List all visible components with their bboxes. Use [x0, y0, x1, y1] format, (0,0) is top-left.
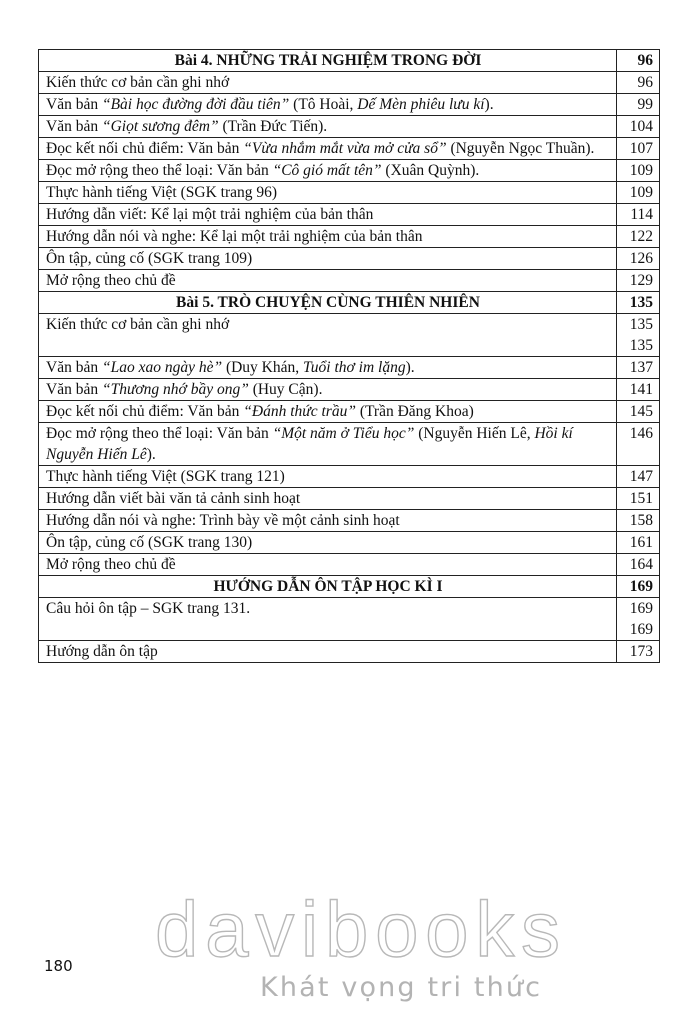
- toc-section-heading-row: [39, 292, 660, 314]
- toc-title-segment: Bài 4. NHỮNG TRẢI NGHIỆM TRONG ĐỜI: [174, 52, 482, 69]
- toc-page-number: [617, 554, 660, 576]
- toc-title-segment: “Một năm ở Tiểu học”: [272, 425, 415, 442]
- toc-title-segment: Hướng dẫn viết: Kể lại một trải nghiệm của bản thân: [46, 206, 374, 223]
- toc-row: [39, 401, 660, 423]
- toc-page-number: [617, 466, 660, 488]
- toc-entry-title: [39, 270, 617, 292]
- toc-title-segment: (Xuân Quỳnh).: [381, 162, 480, 179]
- toc-title-segment: (Nguyễn Ngọc Thuần).: [446, 140, 595, 157]
- toc-page-number: [617, 160, 660, 182]
- toc-page-number: [617, 138, 660, 160]
- toc-title-segment: “Cô gió mất tên”: [272, 162, 382, 179]
- toc-entry-title: [39, 248, 617, 270]
- toc-title-segment: Tuổi thơ im lặng: [303, 359, 406, 376]
- toc-title-segment: ).: [405, 359, 415, 376]
- toc-title-segment: Hồi kí Nguyễn Hiến Lê: [46, 425, 573, 463]
- toc-title-segment: HƯỚNG DẪN ÔN TẬP HỌC KÌ I: [213, 578, 443, 595]
- toc-section-title: [39, 576, 617, 598]
- toc-page-value: 109: [629, 162, 653, 179]
- toc-page-number: [617, 182, 660, 204]
- toc-entry-title: [39, 314, 617, 357]
- toc-entry-title: [39, 466, 617, 488]
- toc-page-number: [617, 598, 660, 641]
- toc-title-segment: Ôn tập, củng cố (SGK trang 130): [46, 534, 253, 551]
- toc-title-segment: “Giọt sương đêm”: [101, 118, 219, 135]
- toc-entry-title: [39, 357, 617, 379]
- toc-title-segment: Thực hành tiếng Việt (SGK trang 121): [46, 468, 285, 485]
- toc-title-segment: (Duy Khán,: [222, 359, 304, 376]
- toc-row: [39, 423, 660, 466]
- toc-title-segment: Đọc kết nối chủ điểm: Văn bản: [46, 140, 244, 157]
- table-of-contents: [38, 49, 660, 663]
- toc-title-segment: (Huy Cận).: [248, 381, 323, 398]
- toc-row: [39, 532, 660, 554]
- toc-row: [39, 72, 660, 94]
- toc-entry-title: [39, 401, 617, 423]
- toc-title-segment: Kiến thức cơ bản cần ghi nhớ: [46, 316, 230, 333]
- toc-title-segment: “Vừa nhắm mắt vừa mở cửa sổ”: [243, 140, 447, 157]
- toc-title-segment: (Trần Đức Tiến).: [218, 118, 328, 135]
- toc-entry-title: [39, 182, 617, 204]
- toc-entry-title: [39, 641, 617, 663]
- toc-page-number: [617, 116, 660, 138]
- toc-page-value: 96: [637, 74, 653, 91]
- toc-title-segment: Ôn tập, củng cố (SGK trang 109): [46, 250, 253, 267]
- toc-title-segment: Đọc mở rộng theo thể loại: Văn bản: [46, 162, 273, 179]
- toc-entry-title: [39, 72, 617, 94]
- toc-page-value: 158: [629, 512, 653, 529]
- toc-title-segment: Hướng dẫn ôn tập: [46, 643, 158, 660]
- toc-section-heading-row: [39, 576, 660, 598]
- toc-page-number: [617, 248, 660, 270]
- toc-page-value: 129: [629, 272, 653, 289]
- toc-row: [39, 641, 660, 663]
- toc-page-value: 122: [629, 228, 653, 245]
- toc-page-number: [617, 50, 660, 72]
- toc-page-value: 99: [637, 96, 653, 113]
- toc-page-value: 151: [629, 490, 653, 507]
- toc-title-segment: (Trần Đăng Khoa): [355, 403, 474, 420]
- watermark-brand-name: davibooks: [155, 885, 560, 973]
- toc-entry-title: [39, 138, 617, 160]
- davibooks-watermark: [150, 868, 570, 1008]
- toc-page-number: [617, 576, 660, 598]
- toc-row: [39, 116, 660, 138]
- toc-page-value: 107: [629, 140, 653, 157]
- toc-entry-title: [39, 510, 617, 532]
- toc-title-segment: Mở rộng theo chủ đề: [46, 556, 176, 573]
- toc-title-segment: Văn bản: [46, 359, 102, 376]
- toc-row: [39, 204, 660, 226]
- toc-entry-title: [39, 423, 617, 466]
- toc-entry-title: [39, 94, 617, 116]
- toc-section-title: [39, 50, 617, 72]
- toc-row: [39, 466, 660, 488]
- toc-row: [39, 598, 660, 641]
- toc-entry-title: [39, 204, 617, 226]
- toc-title-segment: “Lao xao ngày hè”: [101, 359, 223, 376]
- toc-title-segment: Văn bản: [46, 96, 102, 113]
- toc-page-number: [617, 72, 660, 94]
- toc-row: [39, 160, 660, 182]
- toc-page-value: 161: [629, 534, 653, 551]
- toc-row: [39, 554, 660, 576]
- toc-title-segment: Hướng dẫn viết bài văn tả cảnh sinh hoạt: [46, 490, 301, 507]
- toc-page-number: [617, 94, 660, 116]
- toc-entry-title: [39, 226, 617, 248]
- watermark-tagline: Khát vọng tri thức: [260, 972, 540, 1003]
- toc-page-value: 126: [629, 250, 653, 267]
- toc-page-number: [617, 270, 660, 292]
- toc-page-value: 114: [630, 206, 653, 223]
- toc-entry-title: [39, 160, 617, 182]
- toc-entry-title: [39, 488, 617, 510]
- toc-page-value: 96: [637, 52, 653, 69]
- toc-page-value: 104: [629, 118, 653, 135]
- toc-page-number: [617, 357, 660, 379]
- toc-page-number: [617, 641, 660, 663]
- toc-title-segment: Hướng dẫn nói và nghe: Kể lại một trải nghiệm của bản thân: [46, 228, 423, 245]
- toc-title-segment: “Thương nhớ bầy ong”: [101, 381, 249, 398]
- toc-title-segment: Đọc mở rộng theo thể loại: Văn bản: [46, 425, 273, 442]
- toc-entry-title: [39, 379, 617, 401]
- toc-page-value: 145: [629, 403, 653, 420]
- toc-page-value: 147: [629, 468, 653, 485]
- toc-title-segment: Mở rộng theo chủ đề: [46, 272, 176, 289]
- toc-title-segment: Dế Mèn phiêu lưu kí: [357, 96, 485, 113]
- toc-page-number: [617, 423, 660, 466]
- toc-page-value: 135: [629, 337, 653, 354]
- toc-title-segment: “Bài học đường đời đầu tiên”: [101, 96, 290, 113]
- toc-page-value: 169: [629, 621, 653, 638]
- toc-entry-title: [39, 532, 617, 554]
- toc-title-segment: Thực hành tiếng Việt (SGK trang 96): [46, 184, 278, 201]
- toc-title-segment: Văn bản: [46, 381, 102, 398]
- toc-page-number: [617, 401, 660, 423]
- toc-page-value: 135: [629, 316, 653, 333]
- toc-title-segment: ).: [146, 446, 156, 463]
- toc-page-value: 141: [629, 381, 653, 398]
- toc-page-value: 169: [629, 600, 653, 617]
- toc-page-value: 137: [629, 359, 653, 376]
- toc-title-segment: (Tô Hoài,: [289, 96, 358, 113]
- toc-title-segment: Bài 5. TRÒ CHUYỆN CÙNG THIÊN NHIÊN: [176, 294, 480, 311]
- toc-row: [39, 314, 660, 357]
- watermark-logo: [150, 868, 570, 1008]
- toc-page-value: 109: [629, 184, 653, 201]
- toc-row: [39, 379, 660, 401]
- toc-section-title: [39, 292, 617, 314]
- toc-title-segment: Hướng dẫn nói và nghe: Trình bày về một cảnh sinh hoạt: [46, 512, 400, 529]
- toc-title-segment: “Đánh thức trầu”: [243, 403, 356, 420]
- toc-row: [39, 270, 660, 292]
- toc-entry-title: [39, 116, 617, 138]
- toc-row: [39, 488, 660, 510]
- toc-page-number: [617, 532, 660, 554]
- toc-body: [39, 50, 660, 663]
- toc-page-number: [617, 314, 660, 357]
- toc-row: [39, 182, 660, 204]
- toc-page-number: [617, 379, 660, 401]
- toc-entry-title: [39, 554, 617, 576]
- toc-page-number: [617, 292, 660, 314]
- toc-page-number: [617, 226, 660, 248]
- toc-page-number: [617, 488, 660, 510]
- toc-row: [39, 357, 660, 379]
- toc-row: [39, 226, 660, 248]
- toc-title-segment: ).: [484, 96, 494, 113]
- toc-section-heading-row: [39, 50, 660, 72]
- toc-title-segment: Đọc kết nối chủ điểm: Văn bản: [46, 403, 244, 420]
- toc-page-number: [617, 204, 660, 226]
- toc-row: [39, 510, 660, 532]
- toc-row: [39, 248, 660, 270]
- toc-page-number: [617, 510, 660, 532]
- toc-entry-title: [39, 598, 617, 641]
- toc-page-value: 169: [629, 578, 653, 595]
- toc-page-value: 173: [629, 643, 653, 660]
- toc-title-segment: Kiến thức cơ bản cần ghi nhớ: [46, 74, 230, 91]
- toc-page-value: 164: [629, 556, 653, 573]
- toc-title-segment: Câu hỏi ôn tập – SGK trang 131.: [46, 600, 251, 617]
- toc-page-value: 146: [629, 425, 653, 442]
- toc-title-segment: (Nguyễn Hiến Lê,: [414, 425, 535, 442]
- toc-title-segment: Văn bản: [46, 118, 102, 135]
- toc-row: [39, 94, 660, 116]
- toc-row: [39, 138, 660, 160]
- toc-page-value: 135: [629, 294, 653, 311]
- page-number: 180: [44, 957, 73, 975]
